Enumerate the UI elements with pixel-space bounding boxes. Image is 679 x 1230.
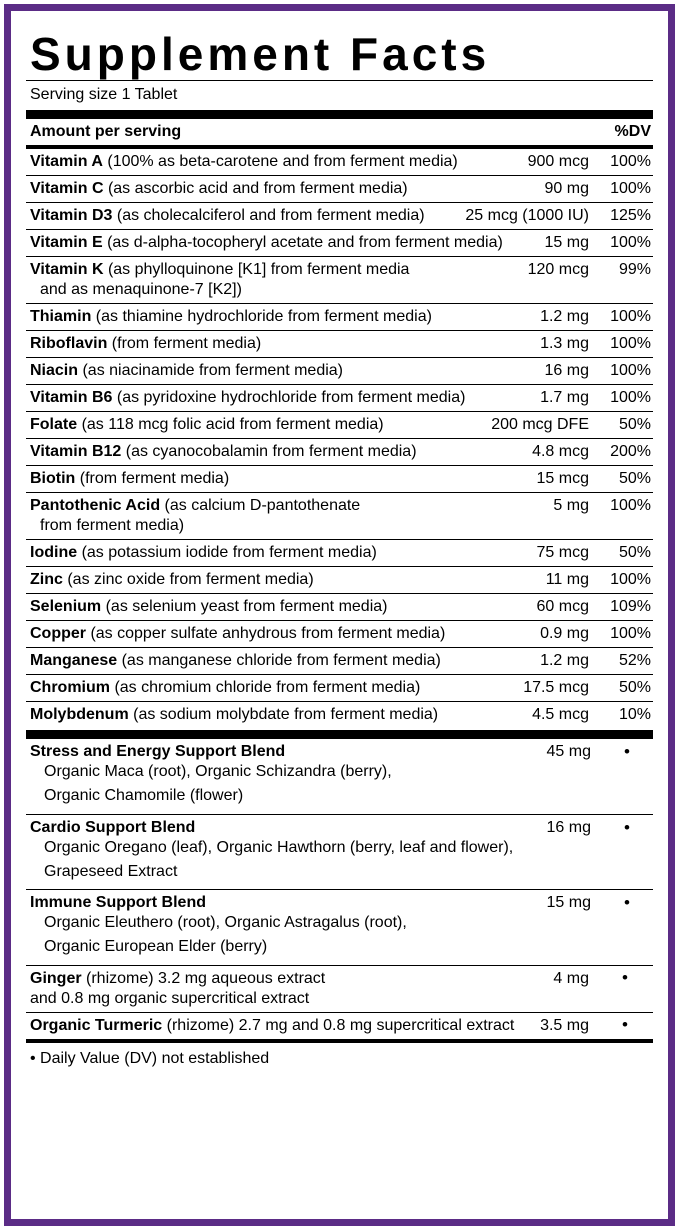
table-row (26, 149, 653, 175)
nutrient-dv: 100% (610, 234, 651, 252)
blend-row (26, 890, 653, 965)
divider-thick-blends (26, 730, 653, 739)
nutrient-dv: • (622, 968, 628, 988)
table-row (26, 466, 653, 492)
nutrient-dv: 10% (618, 706, 651, 724)
table-row (26, 412, 653, 438)
blend-amount: 16 mg (546, 818, 591, 836)
blend-ingredients-line2: Grapeseed Extract (44, 862, 178, 880)
nutrient-amount: 3.5 mg (540, 1017, 589, 1035)
table-row (26, 1013, 653, 1039)
nutrient-amount: 17.5 mcg (523, 679, 589, 697)
table-row (26, 331, 653, 357)
nutrient-name-cell: Pantothenic Acid (as calcium D-pantothenate from ferment media) (30, 497, 361, 535)
nutrient-name-cell: Vitamin D3 (as cholecalciferol and from ferment media) (30, 207, 425, 225)
nutrient-name-cell: Vitamin B6 (as pyridoxine hydrochloride from ferment media) (30, 389, 466, 407)
nutrient-name-cell: Ginger (rhizome) 3.2 mg aqueous extract and 0.8 mg organic supercritical extract (30, 970, 326, 1008)
nutrient-amount: 15 mcg (536, 470, 589, 488)
blend-name: Immune Support Blend (30, 894, 206, 912)
table-row (26, 540, 653, 566)
nutrient-name-cell: Riboflavin (from ferment media) (30, 335, 262, 353)
nutrient-dv: 52% (618, 652, 651, 670)
nutrient-dv: 100% (610, 180, 651, 198)
table-header-row (26, 119, 653, 145)
blend-amount: 15 mg (546, 894, 591, 912)
table-row (26, 621, 653, 647)
table-row (26, 304, 653, 330)
nutrient-amount: 1.2 mg (540, 652, 589, 670)
nutrient-name-cell: Vitamin A (100% as beta-carotene and from ferment media) (30, 153, 458, 171)
nutrient-name-cell: Thiamin (as thiamine hydrochloride from ferment media) (30, 308, 432, 326)
nutrient-amount: 11 mg (545, 571, 589, 589)
nutrient-dv: 100% (610, 625, 651, 643)
nutrient-dv: 50% (618, 544, 651, 562)
page-title: Supplement Facts (30, 28, 491, 80)
nutrient-name-cell: Iodine (as potassium iodide from ferment media) (30, 544, 377, 562)
nutrient-amount: 25 mcg (1000 IU) (465, 207, 589, 225)
nutrient-dv: 100% (610, 497, 651, 515)
nutrient-amount: 90 mg (544, 180, 589, 198)
blend-dv: • (624, 893, 630, 913)
blend-dv: • (624, 817, 630, 837)
nutrient-amount: 4.5 mcg (532, 706, 589, 724)
nutrient-name-cell: Niacin (as niacinamide from ferment media) (30, 362, 344, 380)
nutrient-dv: 200% (610, 443, 651, 461)
blend-row (26, 815, 653, 890)
nutrient-dv: 100% (610, 389, 651, 407)
nutrient-name-cell: Vitamin C (as ascorbic acid and from ferment media) (30, 180, 408, 198)
nutrient-rows (26, 149, 653, 728)
nutrient-name-cell: Zinc (as zinc oxide from ferment media) (30, 571, 314, 589)
nutrient-dv: • (622, 1015, 628, 1035)
nutrient-amount: 4.8 mcg (532, 443, 589, 461)
table-row (26, 966, 653, 1012)
supplement-facts-panel (26, 24, 653, 1206)
nutrient-name-cell: Vitamin B12 (as cyanocobalamin from ferment media) (30, 443, 417, 461)
nutrient-dv: 125% (610, 207, 651, 225)
table-row (26, 702, 653, 728)
table-row (26, 675, 653, 701)
table-row (26, 648, 653, 674)
daily-value-footnote: • Daily Value (DV) not established (30, 1050, 270, 1068)
nutrient-name-cell: Copper (as copper sulfate anhydrous from ferment media) (30, 625, 446, 643)
nutrient-amount: 0.9 mg (540, 625, 589, 643)
table-row (26, 493, 653, 539)
nutrient-dv: 50% (618, 679, 651, 697)
blend-amount: 45 mg (546, 743, 591, 761)
divider-thick-top (26, 110, 653, 119)
serving-size: Serving size 1 Tablet (30, 86, 178, 104)
blend-ingredients-line2: Organic European Elder (berry) (44, 938, 268, 956)
table-row (26, 567, 653, 593)
nutrient-dv: 100% (610, 335, 651, 353)
nutrient-amount: 16 mg (544, 362, 589, 380)
nutrient-name-cell: Selenium (as selenium yeast from ferment media) (30, 598, 388, 616)
nutrient-amount: 75 mcg (536, 544, 589, 562)
nutrient-amount: 120 mcg (527, 261, 589, 279)
blend-ingredients-line1: Organic Maca (root), Organic Schizandra (berry), (44, 763, 392, 781)
table-row (26, 385, 653, 411)
table-row (26, 257, 653, 303)
table-row (26, 230, 653, 256)
nutrient-amount: 200 mcg DFE (491, 416, 589, 434)
dv-header: %DV (614, 123, 651, 141)
nutrient-name-cell: Organic Turmeric (rhizome) 2.7 mg and 0.8 mg supercritical extract (30, 1017, 515, 1035)
blend-dv: • (624, 742, 630, 762)
amount-per-serving-header: Amount per serving (30, 123, 182, 141)
nutrient-amount: 1.2 mg (540, 308, 589, 326)
nutrient-name-cell: Vitamin K (as phylloquinone [K1] from ferment media and as menaquinone-7 [K2]) (30, 261, 410, 299)
nutrient-dv: 100% (610, 571, 651, 589)
blend-ingredients-line2: Organic Chamomile (flower) (44, 787, 244, 805)
nutrient-dv: 109% (610, 598, 651, 616)
nutrient-amount: 1.3 mg (540, 335, 589, 353)
nutrient-name-cell: Molybdenum (as sodium molybdate from ferment media) (30, 706, 439, 724)
blend-ingredients-line1: Organic Eleuthero (root), Organic Astragalus (root), (44, 914, 407, 932)
blend-ingredients-line1: Organic Oregano (leaf), Organic Hawthorn (berry, leaf and flower), (44, 838, 514, 856)
nutrient-name-cell: Chromium (as chromium chloride from ferment media) (30, 679, 421, 697)
nutrient-name-cell: Manganese (as manganese chloride from ferment media) (30, 652, 441, 670)
nutrient-name-cell: Folate (as 118 mcg folic acid from ferment media) (30, 416, 384, 434)
nutrient-amount: 900 mcg (527, 153, 589, 171)
nutrient-amount: 5 mg (553, 497, 589, 515)
nutrient-amount: 60 mcg (536, 598, 589, 616)
table-row (26, 176, 653, 202)
table-row (26, 439, 653, 465)
blend-name: Stress and Energy Support Blend (30, 743, 286, 761)
nutrient-dv: 50% (618, 470, 651, 488)
nutrient-dv: 100% (610, 308, 651, 326)
nutrient-amount: 4 mg (553, 970, 589, 988)
nutrient-dv: 50% (618, 416, 651, 434)
nutrient-amount: 1.7 mg (540, 389, 589, 407)
table-row (26, 203, 653, 229)
table-row (26, 594, 653, 620)
nutrient-dv: 99% (618, 261, 651, 279)
nutrient-name-cell: Biotin (from ferment media) (30, 470, 230, 488)
blend-row (26, 739, 653, 814)
nutrient-dv: 100% (610, 153, 651, 171)
nutrient-name-cell: Vitamin E (as d-alpha-tocopheryl acetate and from ferment media) (30, 234, 503, 252)
blend-name: Cardio Support Blend (30, 818, 196, 836)
nutrient-amount: 15 mg (544, 234, 589, 252)
table-row (26, 358, 653, 384)
nutrient-dv: 100% (610, 362, 651, 380)
